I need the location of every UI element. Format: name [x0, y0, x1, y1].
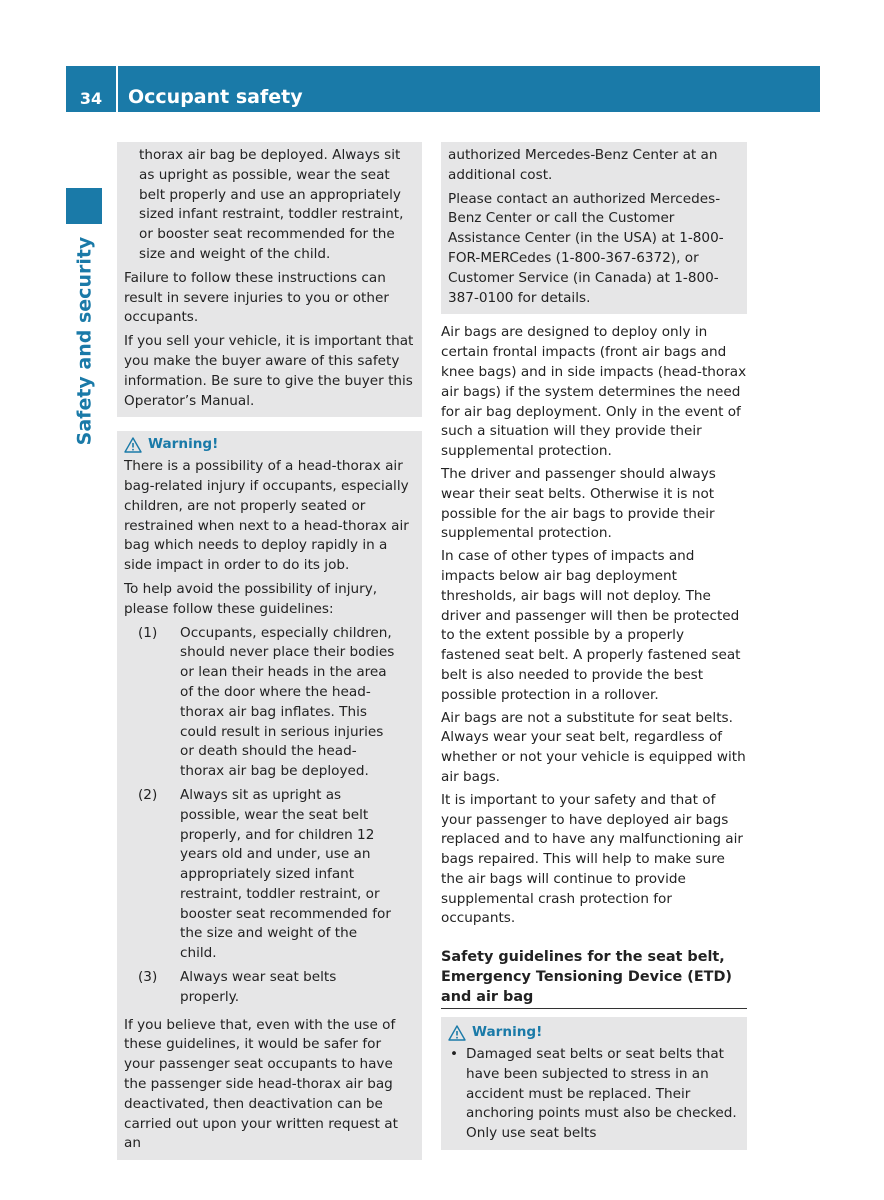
warning-title: Warning!	[472, 1024, 543, 1041]
list-item	[124, 968, 415, 1008]
section-heading: Safety guidelines for the seat belt, Emergency Tensioning Device (ETD) and air bag	[441, 947, 747, 1009]
warning-triangle-icon	[124, 437, 142, 453]
info-box-continued	[117, 142, 422, 417]
info-box-continued	[441, 142, 747, 314]
warning-header	[124, 435, 415, 455]
header-divider	[116, 66, 118, 112]
bullet-text: Damaged seat belts or seat belts that have been subjected to stress in an accident must be replaced. Their anchoring points must also be checked. Only use seat belts	[466, 1046, 737, 1142]
side-tab	[66, 236, 102, 446]
list-text: Occupants, especially children, should never place their bodies or lean their heads in the area of the door where the head-thorax air bag inflates. This could result in serious injuries or death should the head-thorax air bag be deployed.	[180, 624, 395, 780]
paragraph: Failure to follow these instructions can result in severe injuries to you or other occupants.	[124, 269, 389, 326]
list-number: (3)	[138, 969, 158, 986]
paragraph: Air bags are not a substitute for seat belts. Always wear your seat belt, regardless of whether or not your vehicle is equipped with air bags.	[441, 709, 746, 785]
warning-box	[117, 431, 422, 1160]
list-number: (2)	[138, 786, 158, 803]
paragraph: Please contact an authorized Mercedes-Benz Center or call the Customer Assistance Center (in the USA) at 1-800-FOR-MERCedes (1-800-367-6372), or Customer Service (in Canada) at 1-800-387-0100 for details.	[448, 190, 724, 306]
right-column	[441, 142, 747, 1150]
left-column	[117, 142, 422, 1160]
side-tab-marker	[66, 188, 102, 224]
paragraph: authorized Mercedes-Benz Center at an additional cost.	[448, 147, 718, 183]
list-text: Always sit as upright as possible, wear the seat belt properly, and for children 12 years old and under, use an appropriately sized infant restraint, toddler restraint, or booster seat recommended for the size and weight of the child.	[180, 786, 391, 962]
list-text: Always wear seat belts properly.	[180, 969, 337, 1005]
paragraph: If you believe that, even with the use of these guidelines, it would be safer for your passenger seat occupants to have the passenger side head-thorax air bag deactivated, then deactivation can be carried out upon your written request at an	[124, 1016, 398, 1152]
paragraph: The driver and passenger should always wear their seat belts. Otherwise it is not possible for the air bags to provide their supplemental protection.	[441, 465, 716, 542]
body-text	[441, 323, 747, 929]
page-title: Occupant safety	[128, 86, 303, 108]
warning-box	[441, 1017, 747, 1150]
list-item	[124, 624, 415, 782]
page-number: 34	[79, 89, 103, 108]
list-number: (1)	[138, 624, 158, 641]
paragraph: It is important to your safety and that of your passenger to have deployed air bags replaced and to have any malfunctioning air bags repaired. This will help to make sure the air bags will continue to provide supplemental crash protection for occupants.	[441, 791, 743, 927]
paragraph: To help avoid the possibility of injury, please follow these guidelines:	[124, 580, 378, 617]
bullet-item	[448, 1045, 740, 1144]
bullet: •	[450, 1046, 459, 1063]
paragraph: Air bags are designed to deploy only in certain frontal impacts (front air bags and knee bags) and in side impacts (head-thorax air bags) if the system determines the need for air bag deployment. Only in the event of such a situation will they provide their supplemental protection.	[441, 324, 747, 460]
warning-title: Warning!	[148, 436, 219, 453]
paragraph: There is a possibility of a head-thorax air bag-related injury if occupants, especially children, are not properly seated or restrained when next to a head-thorax air bag which needs to deploy rapidly in a side impact in order to do its job.	[124, 458, 409, 574]
side-tab-label: Safety and security	[73, 236, 96, 446]
warning-header	[448, 1023, 740, 1043]
paragraph: In case of other types of impacts and impacts below air bag deployment thresholds, air bags will not deploy. The driver and passenger will then be protected to the extent possible by a properly fastened seat belt. A properly fastened seat belt is also needed to provide the best possible protection in a rollover.	[441, 548, 741, 703]
paragraph: If you sell your vehicle, it is important that you make the buyer aware of this safety information. Be sure to give the buyer this Operator’s Manual.	[124, 333, 414, 409]
list-item	[124, 786, 415, 964]
indented-text: thorax air bag be deployed. Always sit as upright as possible, wear the seat belt properly and use an appropriately sized infant restraint, toddler restraint, or booster seat recommended for the size and weight of the child.	[139, 147, 404, 262]
warning-triangle-icon	[448, 1025, 466, 1041]
